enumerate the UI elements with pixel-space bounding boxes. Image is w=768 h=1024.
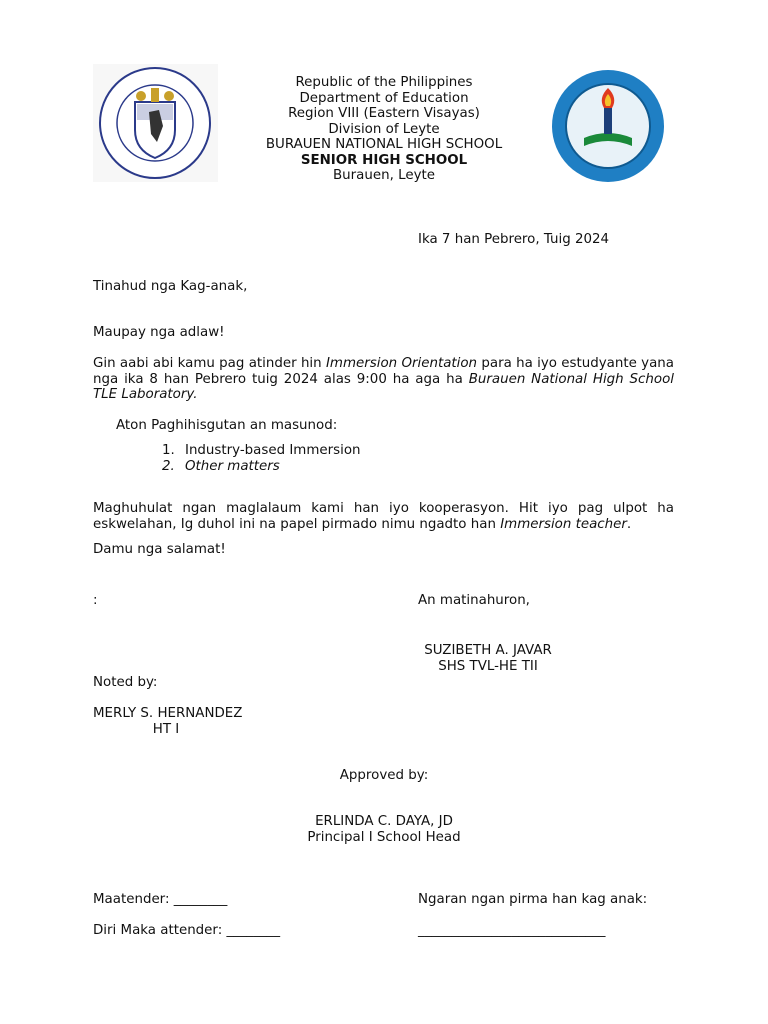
approved-name: ERLINDA C. DAYA, JD [315,814,453,829]
noted-block [93,706,243,737]
body2-text-b: . [626,516,632,532]
complimentary-close: An matinahuron, [418,593,530,608]
body-paragraph-2 [93,501,674,532]
approved-block [184,814,584,845]
agenda-item [162,443,361,459]
parent-signature-label: Ngaran ngan pirma han kag anak: [418,892,648,907]
letterhead [184,75,584,184]
header-region: Region VIII (Eastern Visayas) [288,106,480,121]
agenda-number: 2. [162,459,175,474]
noted-name: MERLY S. HERNANDEZ [93,706,243,721]
signatory-title: SHS TVL-HE TII [438,658,538,674]
agenda-list [162,443,361,475]
body1-text-a: Gin aabi abi kamu pag atinder hin [93,356,326,371]
noted-title: HT I [152,721,180,737]
body1-emphasis-b: Burauen National High School TLE Laboratory. [93,371,674,402]
letter-date: Ika 7 han Pebrero, Tuig 2024 [418,232,610,247]
agenda-text: Other matters [185,459,280,474]
not-attend-option: Diri Maka attender: ________ [93,923,281,938]
agenda-number: 1. [162,443,175,458]
colon-mark: : [93,593,98,608]
approved-label: Approved by: [339,768,429,783]
body1-text-b: para ha iyo estudyante yana nga ika 8 han Pebrero tuig 2024 alas 9:00 ha aga ha [93,356,674,387]
header-division: Division of Leyte [328,121,440,137]
agenda-text: Industry-based Immersion [185,443,361,458]
thanks: Damu nga salamat! [93,542,226,557]
header-republic: Republic of the Philippines [295,75,473,90]
header-department: Department of Education [299,90,469,106]
noted-label: Noted by: [93,675,158,690]
body1-emphasis-a: Immersion Orientation [325,356,478,371]
header-school: BURAUEN NATIONAL HIGH SCHOOL [265,137,503,152]
greeting: Maupay nga adlaw! [93,325,225,340]
agenda-item [162,459,361,475]
signatory-name: SUZIBETH A. JAVAR [424,643,552,658]
attend-option: Maatender: ________ [93,892,228,907]
body2-emphasis: Immersion teacher [500,516,627,532]
agenda-intro: Aton Paghihisgutan an masunod: [116,418,338,433]
header-location: Burauen, Leyte [333,168,435,183]
parent-signature-line: ____________________________ [418,923,606,938]
signatory-block [418,643,558,674]
approved-title: Principal I School Head [307,829,461,845]
body-paragraph-1 [93,356,674,403]
salutation: Tinahud nga Kag-anak, [93,279,248,294]
header-shs: SENIOR HIGH SCHOOL [300,152,468,168]
body2-text-a: Maghuhulat ngan maglalaum kami han iyo kooperasyon. Hit iyo pag ulpot ha eskwelahan, Ig duhol ini na papel pirmado nimu ngadto han [93,501,674,532]
